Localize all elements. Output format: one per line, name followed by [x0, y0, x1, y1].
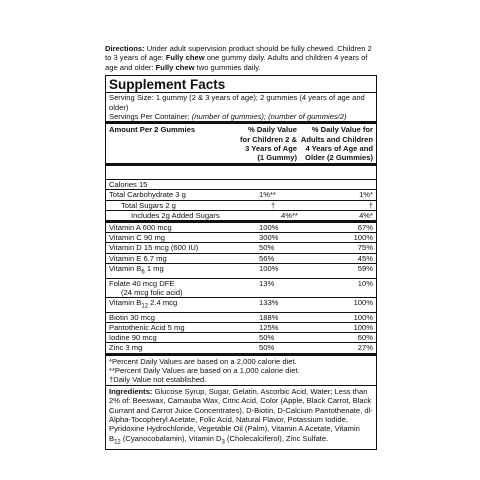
footnote: †Daily Value not established. [109, 374, 207, 384]
directions-bold: Fully chew [165, 53, 205, 63]
nutrient-name: Pantothenic Acid 5 mg [109, 322, 185, 332]
nutrient-name [109, 264, 259, 278]
table-row [106, 264, 376, 279]
dv-adults: 100% [353, 312, 373, 322]
table-row [106, 343, 376, 355]
dv-children: 100% [259, 263, 279, 273]
dv-children: 13% [259, 278, 275, 288]
dv-children: 188% [259, 312, 279, 322]
directions-part: Under adult supervision product should be fully chewed. Children 2 to 3 years of age: [105, 44, 372, 63]
header-amount: Amount Per 2 Gummies [109, 125, 196, 135]
dv-adults: 100% [353, 322, 373, 332]
dv-adults: 45% [357, 253, 373, 263]
dv-children: 133% [259, 298, 279, 307]
directions-part: two gummies daily. [194, 62, 261, 72]
dv-adults: 10% [357, 278, 373, 288]
directions-part: one gummy daily. Adults and children 4 years of age and older: [105, 53, 368, 72]
nutrient-name: Iodine 90 mcg [109, 333, 157, 343]
ingredients-text: Glucose Syrup, Sugar, Gelatin, Ascorbic Acid, Water; Less than 2% of: Beeswax, Carnauba Wax, Citric Acid, Color (Apple, Black Carrot, Black Currant and Carrot Juice Concentrates), D-Biotin, D-Calcium Pantothenate, dl-Alpha-Tocopheryl Acetate, Folic Acid, Natural Flavor, Potassium Iodide, Pyridoxine Hydrochloride, Vegetable Oil (Palm), Vitamin A Acetate, Vitamin B [109, 387, 373, 443]
facts-title: Supplement Facts [106, 76, 376, 93]
dv-adults: 100% [353, 233, 373, 243]
supplement-facts-panel [105, 75, 377, 450]
dv-adults: 27% [357, 343, 373, 353]
table-row [106, 201, 376, 211]
dv-adults: 1%* [359, 190, 373, 200]
nutrient-name: Vitamin D 15 mcg (600 IU) [109, 243, 199, 253]
name-part: Vitamin B [109, 263, 142, 273]
ingredients-subscript: 3 [221, 439, 225, 446]
dv-adults: 59% [357, 263, 373, 273]
dv-children: 56% [259, 253, 275, 263]
footnote: *Percent Daily Values are based on a 2,000 calorie diet. [109, 356, 297, 366]
header-dv-children: % Daily Value for Children 2 & 3 Years of Age (1 Gummy) [240, 125, 297, 163]
table-row [106, 298, 376, 313]
dv-adults: 60% [357, 333, 373, 343]
name-line-2: (24 mcg folic acid) [121, 287, 183, 297]
nutrient-name [109, 298, 259, 312]
table-row [106, 180, 376, 190]
table-row [106, 233, 376, 243]
dv-children: 50% [259, 243, 275, 253]
directions-text [105, 44, 377, 72]
name-part: 1 mg [144, 263, 164, 273]
ingredients [106, 386, 376, 449]
dv-adults: 100% [353, 298, 373, 307]
servings-label: Servings Per Container: [109, 112, 192, 122]
nutrient-name: Total Sugars 2 g [121, 200, 176, 210]
dv-children: 50% [259, 333, 275, 343]
servings-value: (number of gummies); (number of gummies/2) [191, 112, 347, 122]
dv-adults: † [368, 200, 373, 210]
facts-header [106, 124, 376, 166]
table-row [106, 279, 376, 298]
dv-adults: 4%* [359, 210, 373, 220]
name-subscript: 12 [141, 303, 149, 310]
name-part: Vitamin B [109, 298, 142, 307]
dv-adults: 67% [357, 223, 373, 233]
servings-per-container [106, 112, 376, 124]
dv-adults [297, 180, 373, 189]
serving-info [106, 93, 376, 112]
supplement-label [105, 44, 377, 450]
name-line: Folate 40 mcg DFE [109, 278, 175, 288]
nutrient-name: Biotin 30 mcg [109, 312, 156, 322]
ingredients-subscript: 12 [114, 439, 121, 446]
spacer-row [106, 166, 376, 180]
nutrient-name: Total Carbohydrate 3 g [109, 190, 186, 200]
table-row [106, 323, 376, 333]
table-row [106, 211, 376, 223]
dv-children: 125% [259, 322, 279, 332]
ingredients-label: Ingredients: [109, 387, 153, 397]
table-row [106, 243, 376, 253]
footnotes [106, 356, 376, 387]
nutrient-name: Includes 2g Added Sugars [131, 210, 220, 220]
dv-children: 4%** [281, 210, 298, 220]
directions-label: Directions: [105, 44, 145, 53]
nutrient-name: Vitamin C 90 mg [109, 233, 165, 243]
header-dv-adults: % Daily Value for Adults and Children 4 Years of Age and Older (2 Gummies) [300, 125, 373, 163]
ingredients-text: (Cyanocobalamin), Vitamin D [120, 433, 222, 443]
table-row [106, 333, 376, 343]
dv-adults: 75% [357, 243, 373, 253]
nutrient-name [109, 279, 259, 297]
dv-children: 1%** [259, 190, 276, 200]
ingredients-text: (Cholecalciferol), Zinc Sulfate. [224, 433, 329, 443]
nutrient-name: Zinc 3 mg [109, 343, 143, 353]
dv-children: 300% [259, 233, 279, 243]
nutrient-name: Vitamin E 6.7 mg [109, 253, 167, 263]
dv-children: 50% [259, 343, 275, 353]
directions-bold: Fully chew [155, 62, 195, 72]
serving-size: Serving Size: 1 gummy (2 & 3 years of age); 2 gummies (4 years of age and older) [109, 93, 365, 112]
nutrient-name: Vitamin A 600 mcg [109, 223, 172, 233]
footnote: **Percent Daily Values are based on a 1,000 calorie diet. [109, 365, 300, 375]
table-row [106, 254, 376, 264]
dv-children: † [271, 200, 276, 210]
dv-children: 100% [259, 223, 279, 233]
table-row [106, 223, 376, 233]
nutrient-name: Calories 15 [109, 180, 148, 190]
name-part: 2.4 mcg [148, 298, 178, 307]
table-row [106, 313, 376, 323]
dv-children [259, 180, 297, 189]
table-row [106, 190, 376, 200]
name-subscript: 6 [141, 269, 145, 276]
